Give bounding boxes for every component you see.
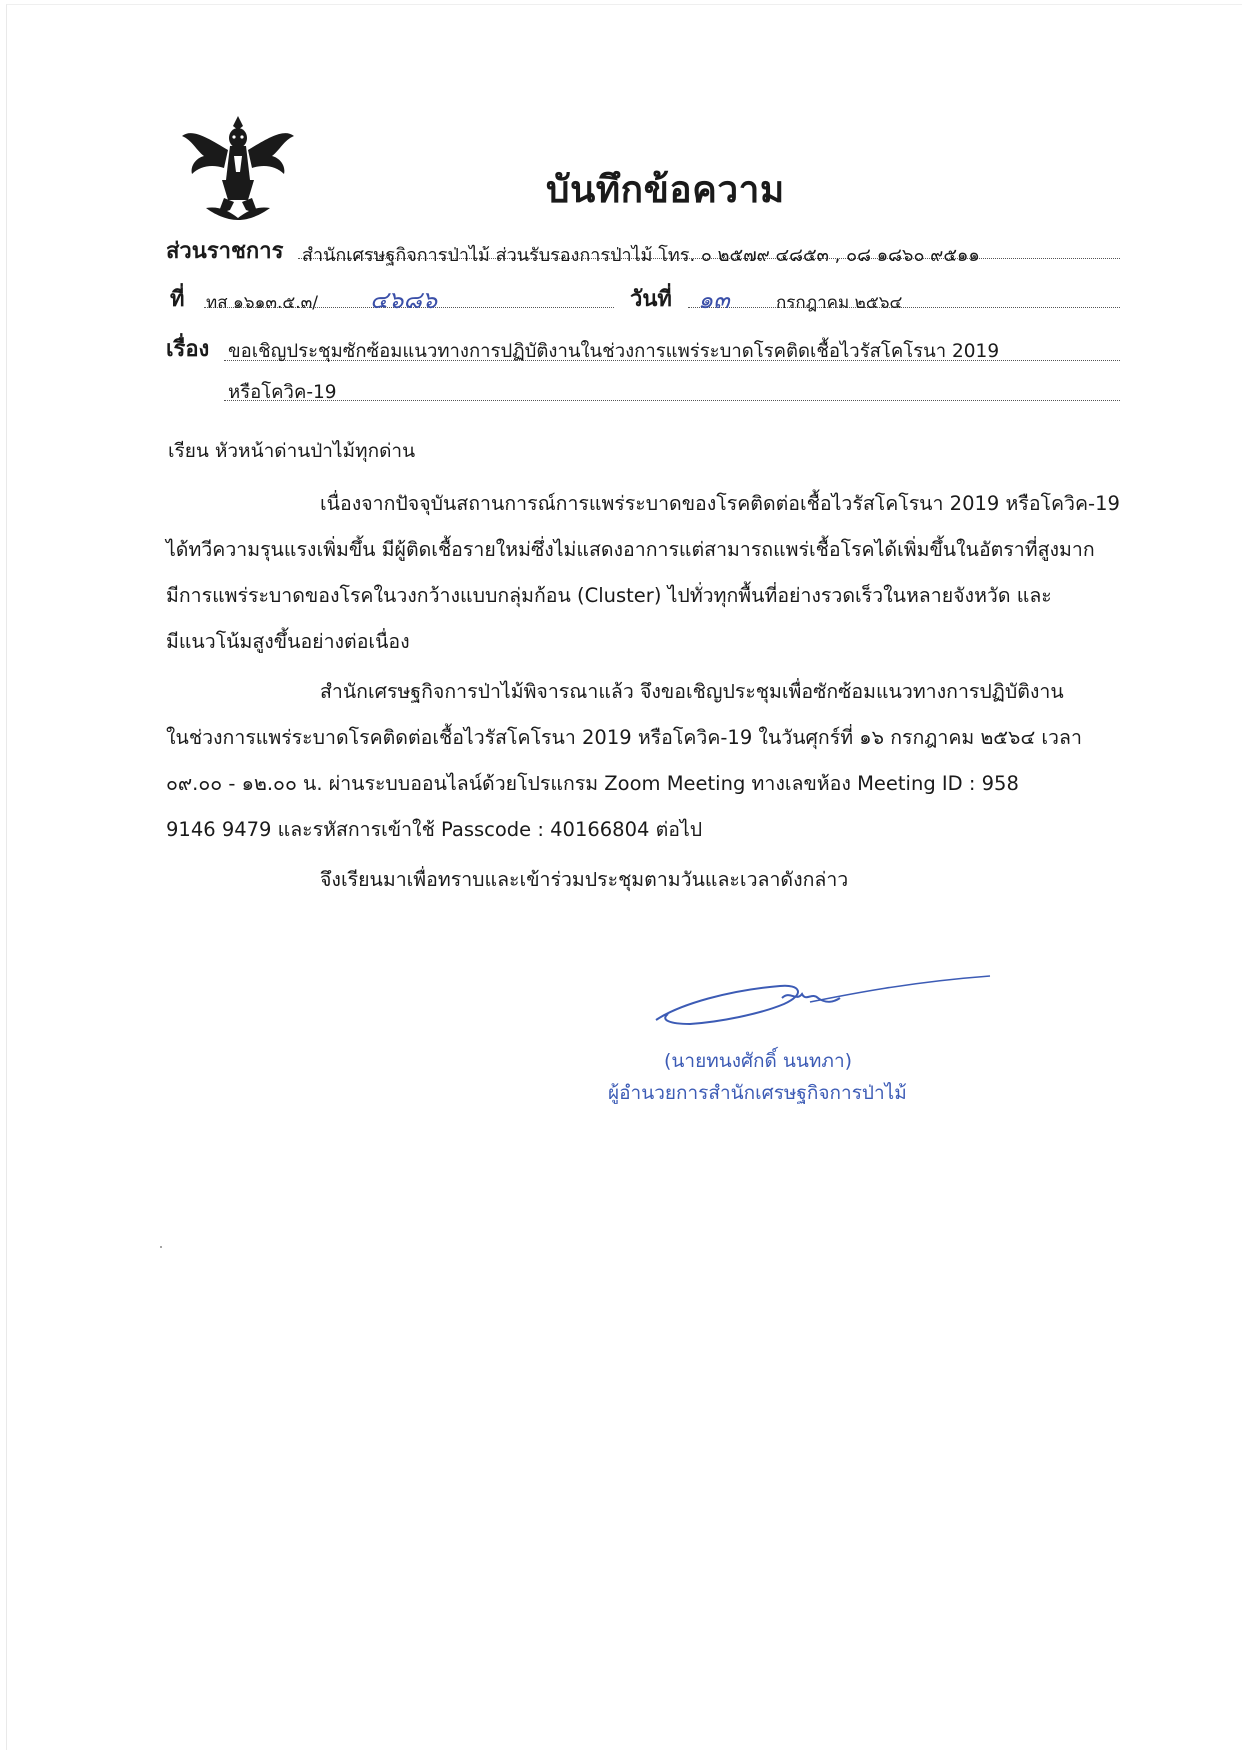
paragraph-1-line: มีการแพร่ระบาดของโรคในวงกว้างแบบกลุ่มก้อน (Cluster) ไปทั่วทุกพื้นที่อย่างรวดเร็วในหลายจังหวัด และ <box>166 584 1052 607</box>
salutation: เรียน หัวหน้าด่านป่าไม้ทุกด่าน <box>168 440 416 462</box>
ref-handwritten-number: ๔๖๘๖ <box>370 286 438 314</box>
ref-label: ที่ <box>170 287 185 312</box>
paragraph-2-line: ๐๙.๐๐ - ๑๒.๐๐ น. ผ่านระบบออนไลน์ด้วยโปรแกรม Zoom Meeting ทางเลขห้อง Meeting ID : 958 <box>166 772 1019 795</box>
paragraph-2-line: 9146 9479 และรหัสการเข้าใช้ Passcode : 40166804 ต่อไป <box>166 818 703 841</box>
closing-line: จึงเรียนมาเพื่อทราบและเข้าร่วมประชุมตามวันและเวลาดังกล่าว <box>320 868 849 891</box>
agency-label: ส่วนราชการ <box>166 239 284 264</box>
date-label: วันที่ <box>630 287 672 312</box>
garuda-emblem-icon <box>178 110 298 222</box>
signatory-name: (นายทนงศักดิ์ นนทภา) <box>664 1050 853 1072</box>
signature-icon <box>650 968 1000 1028</box>
paragraph-2-line: สำนักเศรษฐกิจการป่าไม้พิจารณาแล้ว จึงขอเชิญประชุมเพื่อซักซ้อมแนวทางการปฏิบัติงาน <box>320 680 1064 703</box>
signatory-position: ผู้อำนวยการสำนักเศรษฐกิจการป่าไม้ <box>608 1082 907 1104</box>
ref-value: ทส ๑๖๑๓.๕.๓/ <box>206 293 319 313</box>
date-value: กรกฎาคม ๒๕๖๔ <box>776 293 903 313</box>
paragraph-1-line: ได้ทวีความรุนแรงเพิ่มขึ้น มีผู้ติดเชื้อรายใหม่ซึ่งไม่แสดงอาการแต่สามารถแพร่เชื้อโรคได้เพิ่มขึ้นในอัตราที่สูงมาก <box>166 538 1095 561</box>
date-fill-line <box>688 281 1120 308</box>
date-row <box>630 281 672 316</box>
subject-line-2: หรือโควิค-19 <box>228 382 337 403</box>
paragraph-1-line: เนื่องจากปัจจุบันสถานการณ์การแพร่ระบาดของโรคติดต่อเชื้อไวรัสโคโรนา 2019 หรือโควิค-19 <box>320 492 1120 515</box>
subject-label: เรื่อง <box>166 337 210 362</box>
scan-speck <box>160 1246 162 1248</box>
paragraph-1-line: มีแนวโน้มสูงขึ้นอย่างต่อเนื่อง <box>166 630 410 653</box>
ref-row <box>170 281 185 316</box>
subject-row <box>166 331 209 366</box>
subject-fill-line-2 <box>224 374 1120 401</box>
agency-value: สำนักเศรษฐกิจการป่าไม้ ส่วนรับรองการป่าไม้ โทร. ๐ ๒๕๗๙ ๔๘๕๓ , ๐๘ ๑๘๖๐ ๙๕๑๑ <box>302 245 980 266</box>
subject-line-1: ขอเชิญประชุมซักซ้อมแนวทางการปฏิบัติงานในช่วงการแพร่ระบาดโรคติดเชื้อไวรัสโคโรนา 2019 <box>228 341 1000 362</box>
date-handwritten-day: ๑๓ <box>698 286 730 314</box>
memo-title: บันทึกข้อความ <box>546 168 785 211</box>
agency-row <box>166 233 283 268</box>
paragraph-2-line: ในช่วงการแพร่ระบาดโรคติดต่อเชื้อไวรัสโคโรนา 2019 หรือโควิค-19 ในวันศุกร์ที่ ๑๖ กรกฎาคม ๒๕๖๔ เวลา <box>166 726 1082 749</box>
